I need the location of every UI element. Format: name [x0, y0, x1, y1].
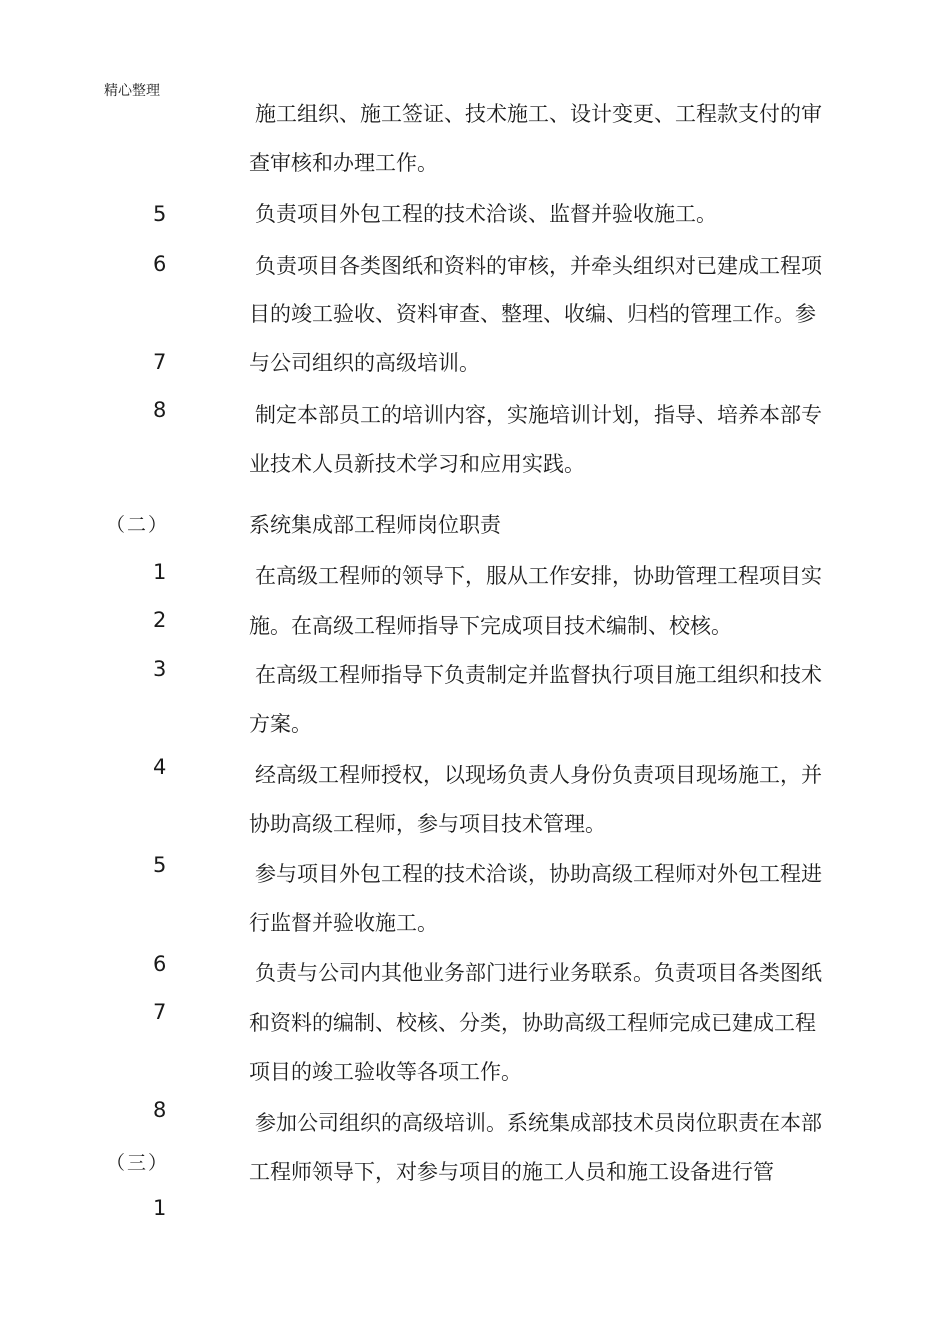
item-number: 8 — [153, 398, 167, 422]
body-line: 方案。 — [249, 712, 312, 736]
page-header: 精心整理 — [104, 83, 160, 99]
item-number: 5 — [153, 202, 167, 226]
item-number: 5 — [153, 853, 167, 877]
item-number: 4 — [153, 755, 167, 779]
section-title: 系统集成部工程师岗位职责 — [249, 513, 501, 537]
section-marker: （三） — [106, 1152, 170, 1174]
body-line: 与公司组织的高级培训。 — [249, 351, 480, 375]
section-marker: （二） — [106, 514, 170, 536]
item-number: 1 — [153, 560, 167, 584]
body-line: 在高级工程师指导下负责制定并监督执行项目施工组织和技术 — [255, 663, 822, 687]
body-line: 制定本部员工的培训内容，实施培训计划，指导、培养本部专 — [255, 403, 822, 427]
body-line: 和资料的编制、校核、分类，协助高级工程师完成已建成工程 — [249, 1011, 816, 1035]
body-line: 参加公司组织的高级培训。系统集成部技术员岗位职责在本部 — [255, 1111, 822, 1135]
body-line: 查审核和办理工作。 — [249, 151, 438, 175]
body-line: 工程师领导下，对参与项目的施工人员和施工设备进行管 — [249, 1160, 774, 1184]
body-line: 目的竣工验收、资料审查、整理、收编、归档的管理工作。参 — [249, 302, 816, 326]
body-line: 行监督并验收施工。 — [249, 911, 438, 935]
body-line: 负责项目各类图纸和资料的审核，并牵头组织对已建成工程项 — [255, 254, 822, 278]
item-number: 7 — [153, 350, 167, 374]
body-line: 施。在高级工程师指导下完成项目技术编制、校核。 — [249, 614, 732, 638]
body-line: 参与项目外包工程的技术洽谈，协助高级工程师对外包工程进 — [255, 862, 822, 886]
body-line: 施工组织、施工签证、技术施工、设计变更、工程款支付的审 — [255, 102, 822, 126]
body-line: 协助高级工程师，参与项目技术管理。 — [249, 812, 606, 836]
item-number: 7 — [153, 1000, 167, 1024]
item-number: 3 — [153, 657, 167, 681]
body-line: 负责项目外包工程的技术洽谈、监督并验收施工。 — [255, 202, 717, 226]
item-number: 6 — [153, 952, 167, 976]
item-number: 1 — [153, 1196, 167, 1220]
item-number: 8 — [153, 1098, 167, 1122]
body-line: 在高级工程师的领导下，服从工作安排，协助管理工程项目实 — [255, 564, 822, 588]
body-line: 项目的竣工验收等各项工作。 — [249, 1060, 522, 1084]
item-number: 6 — [153, 252, 167, 276]
body-line: 经高级工程师授权，以现场负责人身份负责项目现场施工，并 — [255, 763, 822, 787]
item-number: 2 — [153, 608, 167, 632]
body-line: 负责与公司内其他业务部门进行业务联系。负责项目各类图纸 — [255, 961, 822, 985]
body-line: 业技术人员新技术学习和应用实践。 — [249, 452, 585, 476]
